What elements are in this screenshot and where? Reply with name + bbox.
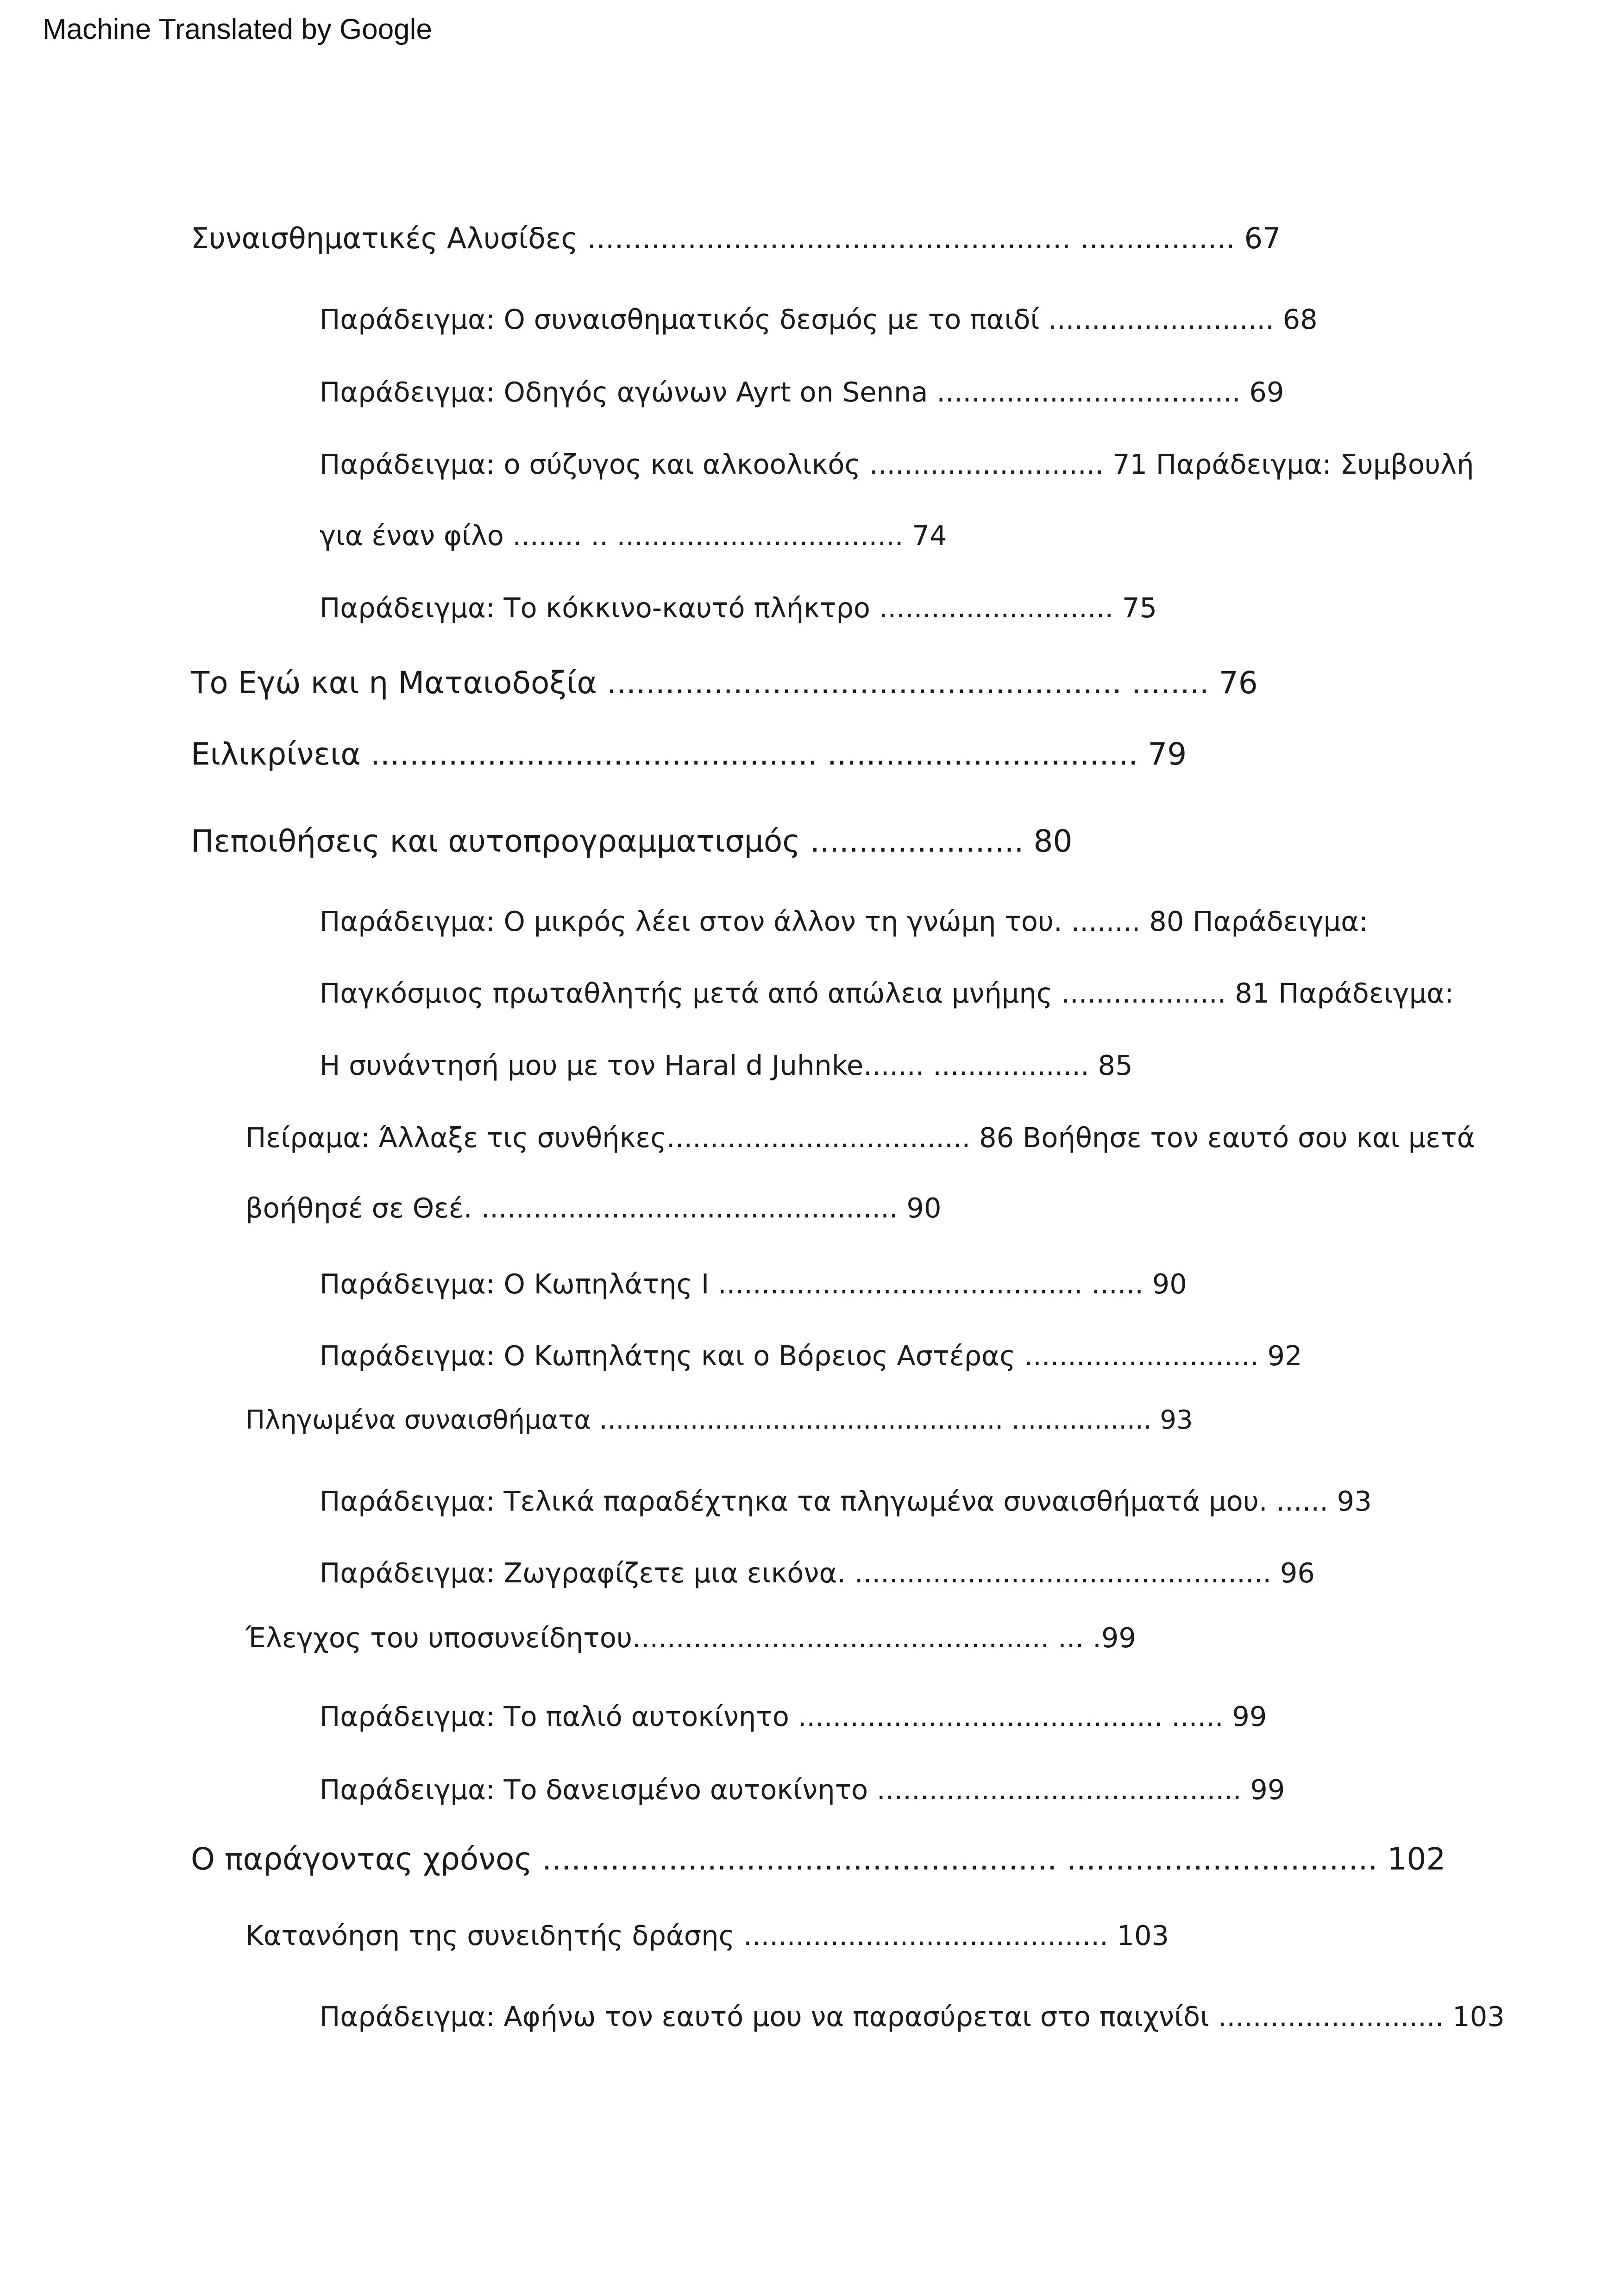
toc-entry-time-factor: Ο παράγοντας χρόνος ..................................................... ................................ 102 bbox=[191, 1841, 1446, 1877]
toc-entry-example-hot-button: Παράδειγμα: Το κόκκινο-καυτό πλήκτρο ........................... 75 bbox=[320, 592, 1157, 624]
toc-entry-example-world-champion: Παγκόσμιος πρωταθλητής μετά από απώλεια μνήμης ................... 81 Παράδειγμα: bbox=[320, 977, 1454, 1009]
toc-entry-example-juhnke: Η συνάντησή μου με τον Haral d Juhnke....... .................. 85 bbox=[320, 1049, 1133, 1081]
toc-entry-example-admitted-feelings: Παράδειγμα: Τελικά παραδέχτηκα τα πληγωμένα συναισθήματά μου. ...... 93 bbox=[320, 1485, 1372, 1517]
toc-entry-example-child-bond: Παράδειγμα: Ο συναισθηματικός δεσμός με το παιδί .......................... 68 bbox=[320, 303, 1318, 335]
machine-translation-banner: Machine Translated by Google bbox=[43, 13, 432, 45]
toc-entry-help-yourself-cont: βοήθησέ σε Θεέ. ................................................ 90 bbox=[245, 1192, 942, 1224]
toc-entry-emotional-chains: Συναισθηματικές Αλυσίδες ..................................................... ................. 67 bbox=[191, 221, 1281, 255]
toc-entry-example-spouse-alcoholic: Παράδειγμα: ο σύζυγος και αλκοολικός ........................... 71 Παράδειγμα: Συμβουλή bbox=[320, 448, 1474, 480]
toc-entry-example-small-one: Παράδειγμα: Ο μικρός λέει στον άλλον τη γνώμη του. ........ 80 Παράδειγμα: bbox=[320, 905, 1368, 937]
toc-entry-advice-friend-cont: για έναν φίλο ........ .. ................................. 74 bbox=[320, 520, 947, 552]
toc-entry-ego-vanity: Το Εγώ και η Ματαιοδοξία ..................................................... ........ 76 bbox=[191, 665, 1258, 701]
toc-entry-example-rower-north-star: Παράδειγμα: Ο Κωπηλάτης και ο Βόρειος Αστέρας ........................... 92 bbox=[320, 1340, 1302, 1372]
toc-entry-honesty: Ειλικρίνεια .............................................. ................................ 79 bbox=[191, 736, 1187, 772]
toc-entry-beliefs: Πεποιθήσεις και αυτοπρογραμματισμός ...................... 80 bbox=[191, 823, 1073, 859]
toc-entry-hurt-feelings: Πληγωμένα συναισθήματα ................................................. ................. 93 bbox=[245, 1405, 1193, 1435]
toc-entry-example-old-car: Παράδειγμα: Το παλιό αυτοκίνητο .......................................... ...... 99 bbox=[320, 1700, 1267, 1732]
toc-entry-example-paint-picture: Παράδειγμα: Ζωγραφίζετε μια εικόνα. ................................................ 96 bbox=[320, 1557, 1315, 1589]
toc-entry-subconscious-control: Έλεγχος του υποσυνείδητου................................................ ... .99 bbox=[245, 1622, 1136, 1654]
toc-entry-conscious-action: Κατανόηση της συνειδητής δράσης .......................................... 103 bbox=[245, 1920, 1169, 1951]
toc-entry-example-senna: Παράδειγμα: Οδηγός αγώνων Ayrt on Senna ................................... 69 bbox=[320, 376, 1284, 408]
toc-entry-example-borrowed-car: Παράδειγμα: Το δανεισμένο αυτοκίνητο .......................................... 99 bbox=[320, 1774, 1285, 1806]
toc-entry-experiment-conditions: Πείραμα: Άλλαξε τις συνθήκες................................... 86 Βοήθησε τον εαυτό σου και μετά bbox=[245, 1122, 1475, 1154]
toc-entry-example-rower-1: Παράδειγμα: Ο Κωπηλάτης Ι .......................................... ...... 90 bbox=[320, 1268, 1187, 1300]
toc-entry-example-drift-play: Παράδειγμα: Αφήνω τον εαυτό μου να παρασύρεται στο παιχνίδι .......................... 103 bbox=[320, 2001, 1505, 2033]
